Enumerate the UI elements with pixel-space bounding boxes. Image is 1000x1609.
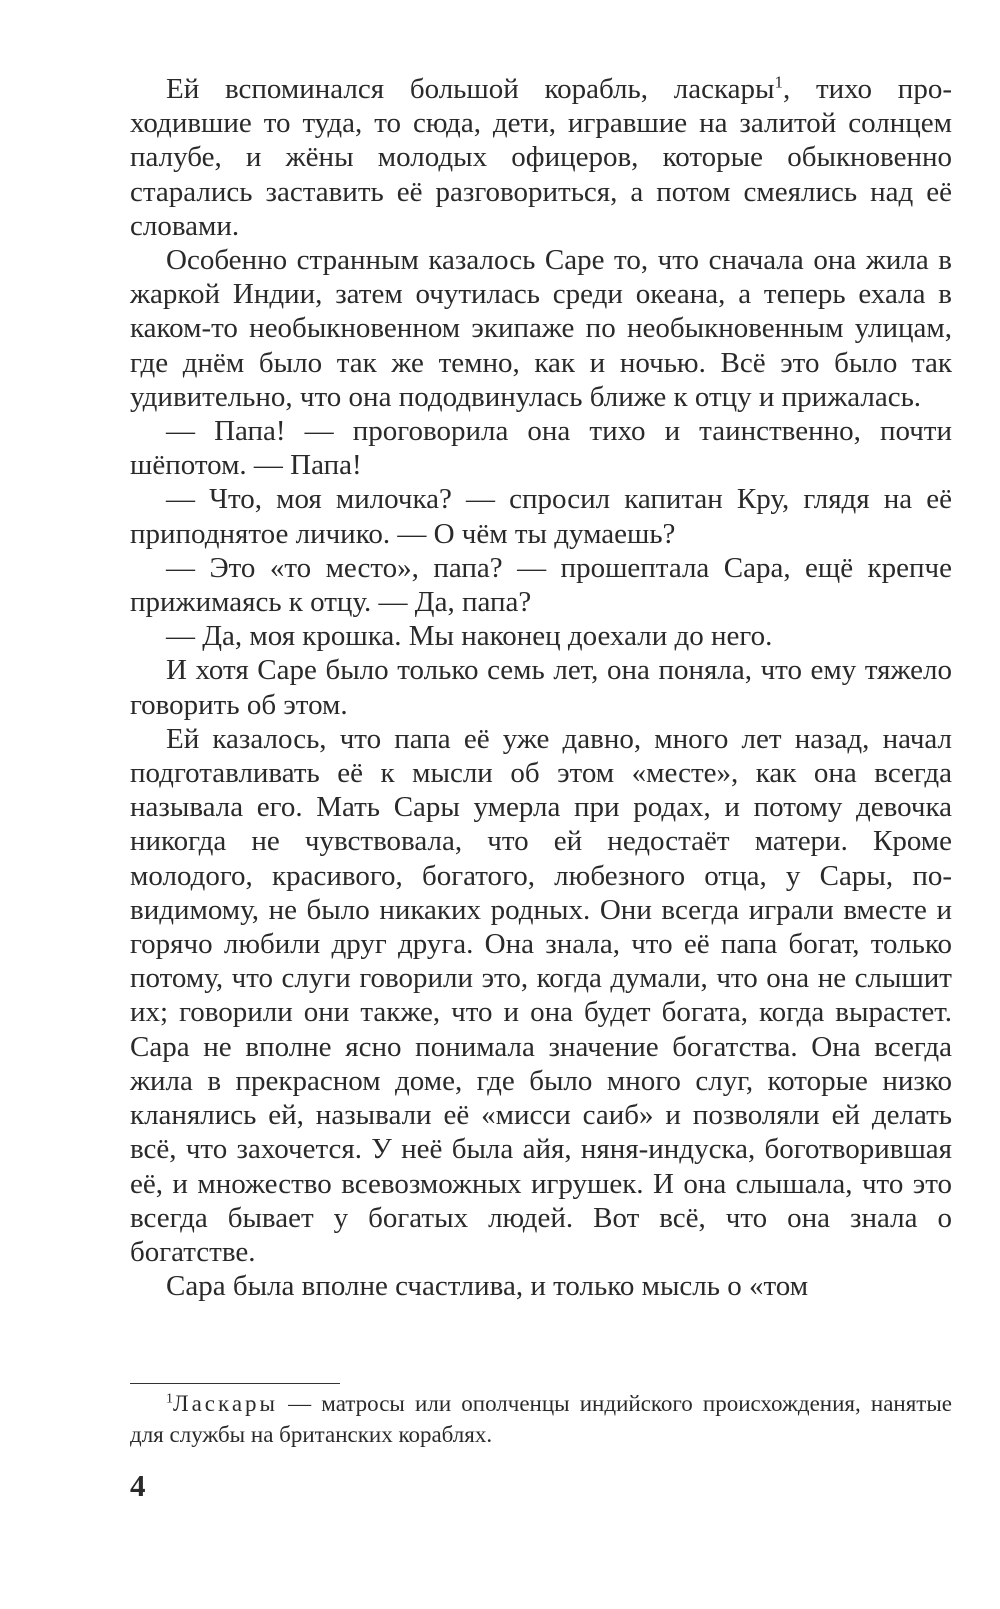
paragraph-5: Сара была вполне счастлива, и только мысль о «том [166, 1270, 809, 1303]
footnote-marker: 1 [166, 1391, 173, 1407]
paragraph-1-start: Ей вспоминался большой корабль, ласкары [166, 73, 775, 105]
paragraph-1 [130, 72, 952, 243]
dialogue-line-3: — Это «то место», папа? — прошептала Сара, ещё крепче прижимаясь к отцу. — Да, папа? [130, 551, 952, 619]
paragraph-2: Особенно странным казалось Саре то, что сначала она жила в жаркой Индии, затем очутилась среди океана, а теперь ехала в каком-то необыкновенном экипаже по необыкновенным улицам, где днём было так же темно, как и ночью. Всё это было так удивительно, что она пододвинулась ближе к отцу и прижалась. [130, 244, 952, 413]
book-page-text [130, 72, 952, 1303]
footnote-divider [130, 1383, 340, 1384]
footnote-ref-marker: 1 [774, 72, 783, 92]
paragraph-4: Ей казалось, что папа её уже давно, много лет назад, начал подготавливать её к мысли об этом «месте», как она всегда называла его. Мать Сары умерла при родах, и потому девочка никогда не чувствовала, что ей недостаёт матери. Кроме молодого, красивого, богатого, любезного отца, у Сары, по-видимому, не было никаких родных. Они всегда играли вместе и горячо любили друг друга. Она знала, что её папа богат, только потому, что слуги говорили это, когда думали, что она не слышит их; говорили они также, что и она будет богата, когда вырастет. Сара не вполне ясно понимала значение богатства. Она всегда жила в прекрасном доме, где было много слуг, которые низко кланялись ей, называли её «мисси саиб» и позволяли ей делать всё, что захочется. У неё была айя, няня-индуска, боготворившая её, и множество всевозможных игрушек. И она слышала, что это всегда бывает у богатых людей. Вот всё, что она знала о богатстве. [130, 722, 952, 1268]
paragraph-3: И хотя Саре было только семь лет, она поняла, что ему тяжело говорить об этом. [130, 654, 952, 721]
footnote [130, 1388, 952, 1450]
paragraph-1-rest: , тихо проходившие то туда, то сюда, дети, игравшие на залитой солнцем палубе, и жёны молодых офицеров, которые обыкновенно старались заставить её разговориться, а потом смеялись над её словами. [130, 73, 953, 242]
dialogue-line-2: — Что, моя милочка? — спросил капитан Кру, глядя на её приподнятое личико. — О чём ты думаешь? [130, 483, 952, 550]
dialogue-line-4: — Да, моя крошка. Мы наконец доехали до него. [166, 620, 773, 653]
page-number: 4 [130, 1468, 146, 1503]
dialogue-line-1: — Папа! — проговорила она тихо и таинственно, почти шёпотом. — Папа! [130, 415, 952, 482]
footnote-term: Ласкары [173, 1391, 279, 1416]
footnote-text: — матросы или ополченцы индийского происхождения, нанятые для службы на британских кораблях. [130, 1391, 952, 1447]
